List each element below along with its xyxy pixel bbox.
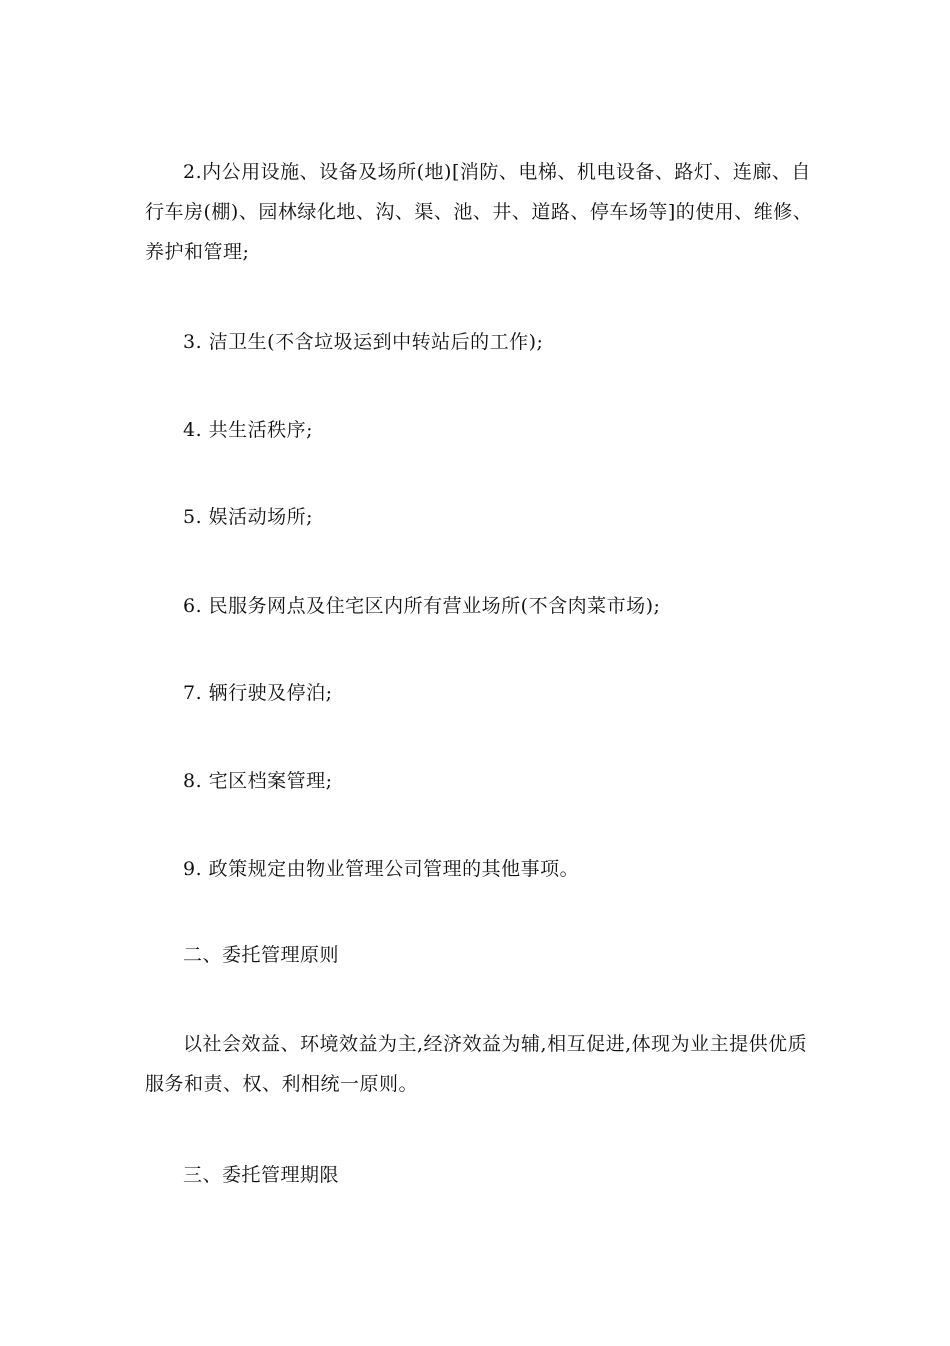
paragraph-item-4: 4. 共生活秩序; <box>183 419 314 441</box>
section-heading-principles: 二、委托管理原则 <box>183 944 340 966</box>
paragraph-item-8: 8. 宅区档案管理; <box>183 770 333 792</box>
paragraph-item-9: 9. 政策规定由物业管理公司管理的其他事项。 <box>183 858 580 880</box>
paragraph-item-6: 6. 民服务网点及住宅区内所有营业场所(不含肉菜市场); <box>183 595 661 617</box>
paragraph-item-5: 5. 娱活动场所; <box>183 506 314 528</box>
paragraph-principles: 以社会效益、环境效益为主,经济效益为辅,相互促进,体现为业主提供优质服务和责、权、利相统一原则。 <box>145 1033 808 1095</box>
paragraph-item-3: 3. 洁卫生(不含垃圾运到中转站后的工作); <box>183 331 544 353</box>
paragraph-item-2: 2.内公用设施、设备及场所(地)[消防、电梯、机电设备、路灯、连廊、自行车房(棚)、园林绿化地、沟、渠、池、井、道路、停车场等]的使用、维修、养护和管理; <box>145 161 813 263</box>
paragraph-item-7: 7. 辆行驶及停泊; <box>183 682 333 704</box>
section-heading-term: 三、委托管理期限 <box>183 1164 340 1186</box>
